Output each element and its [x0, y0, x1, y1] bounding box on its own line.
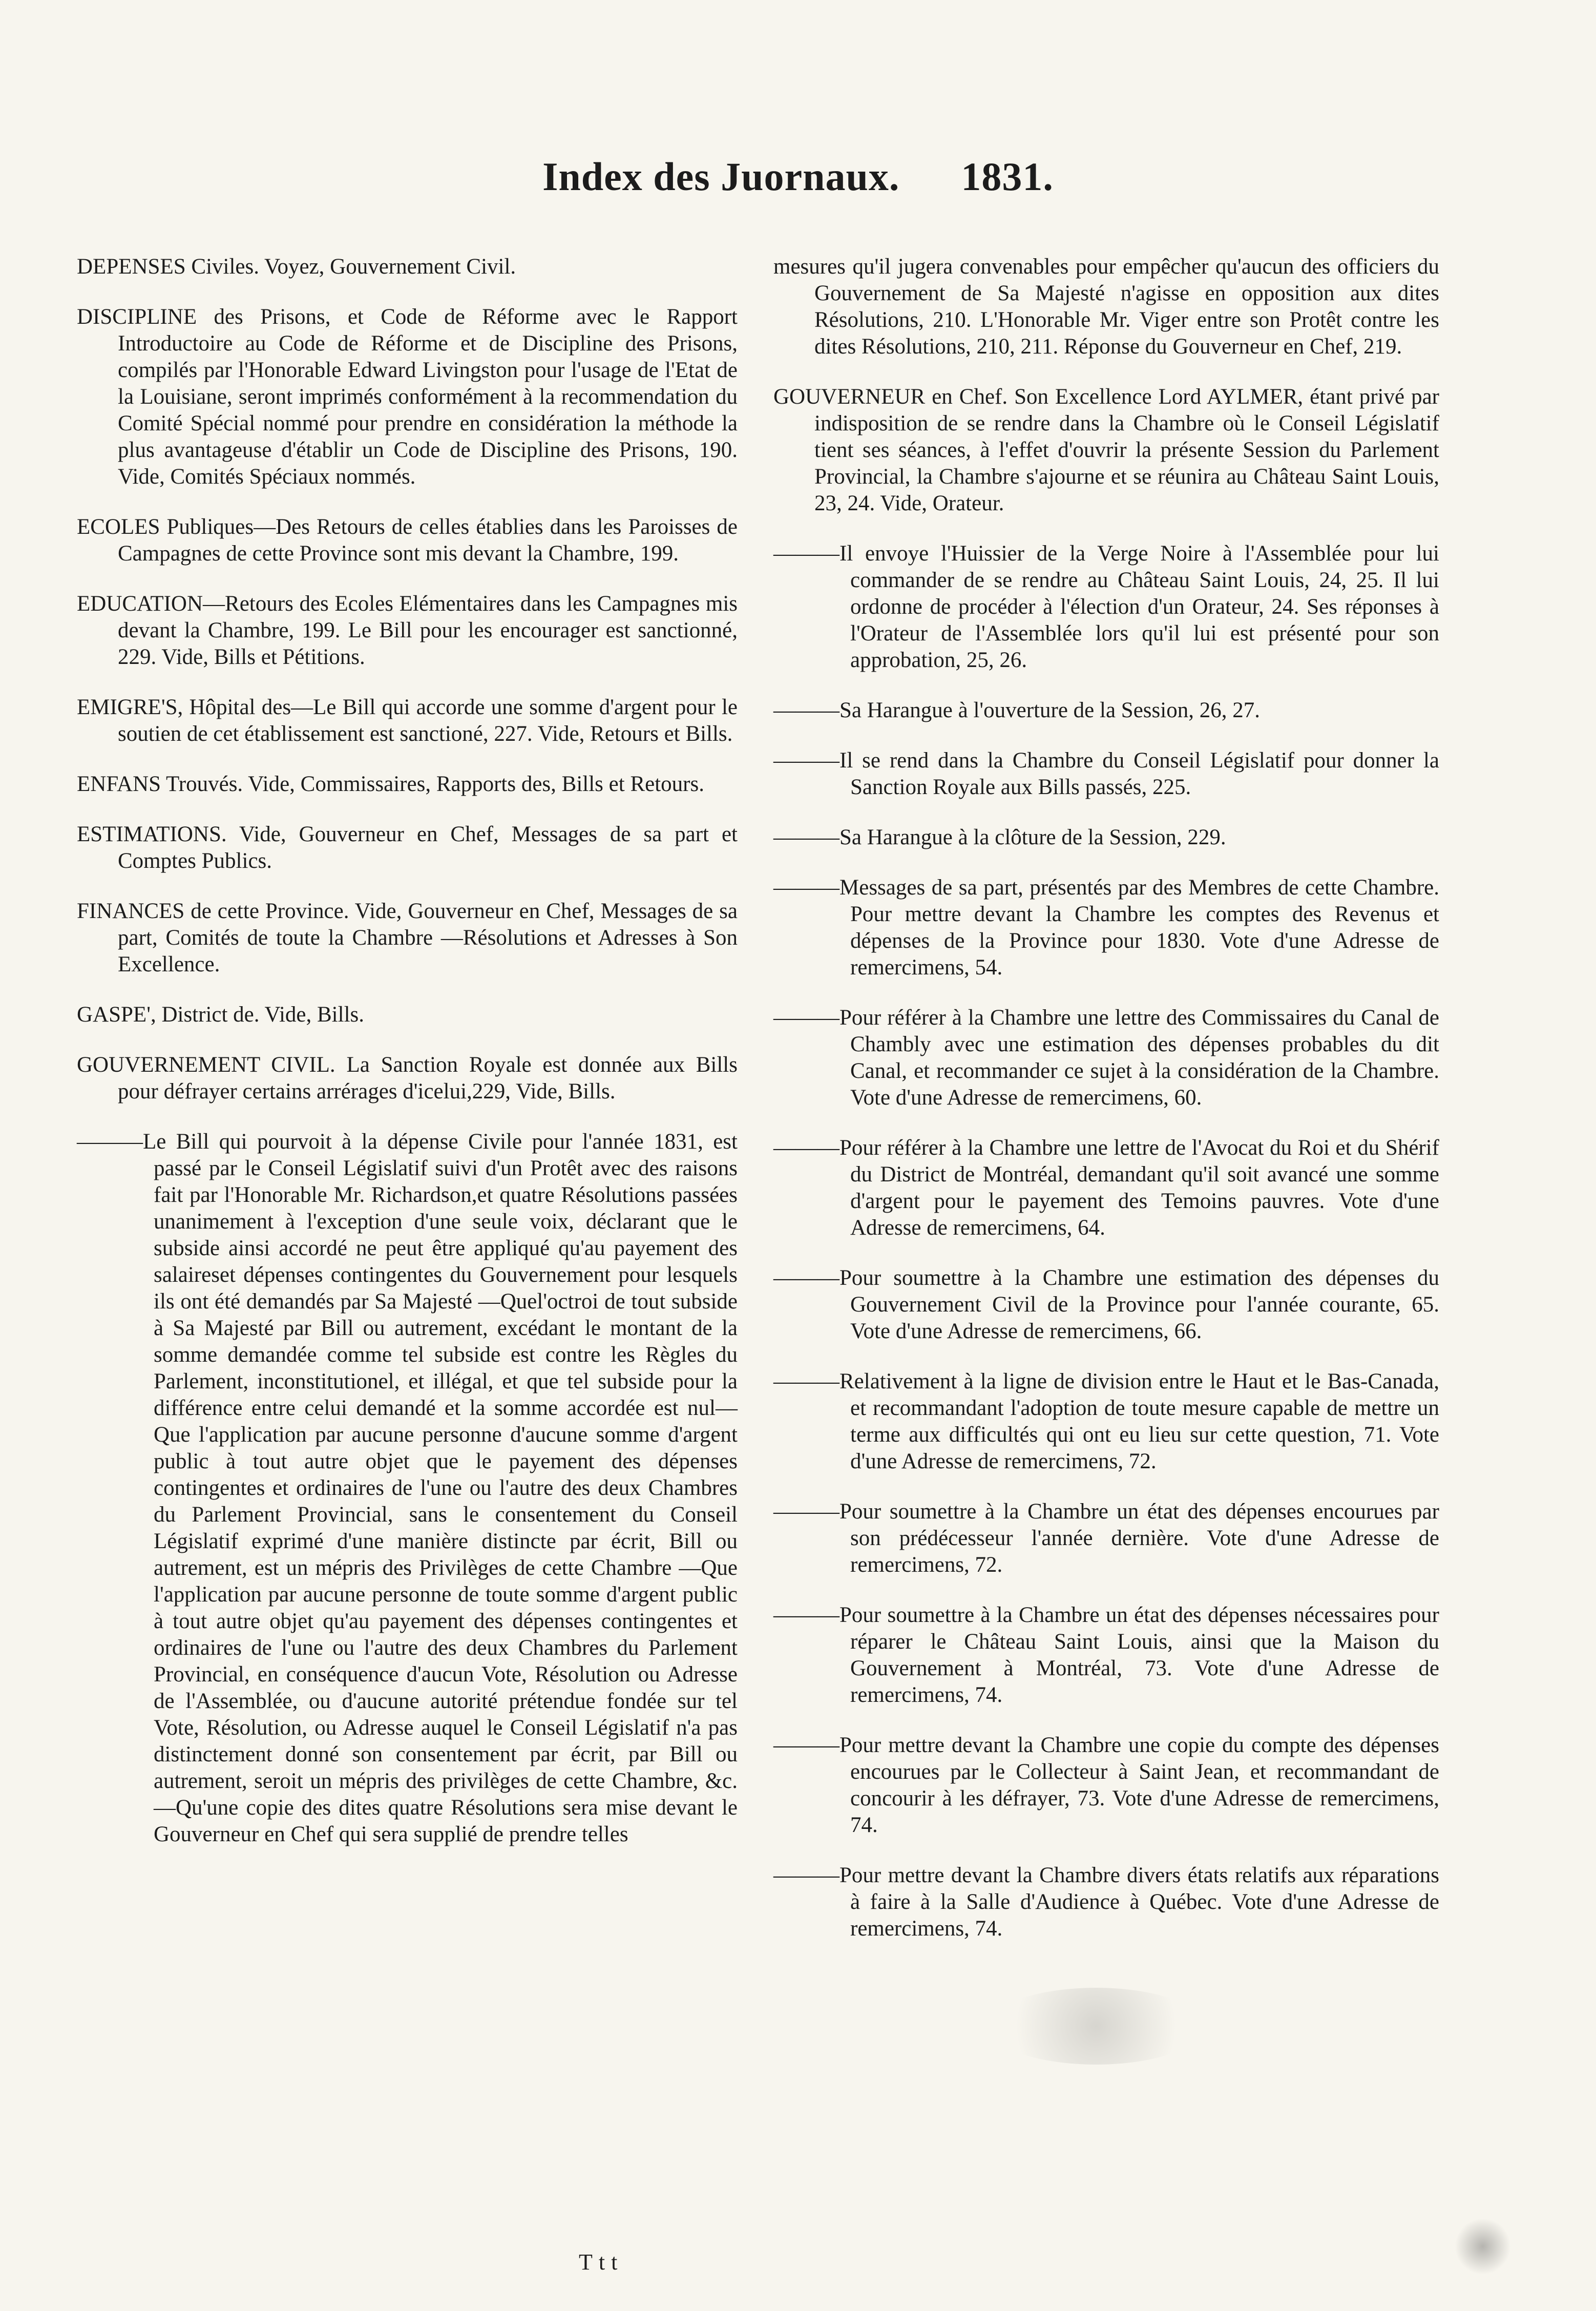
index-entry: GOUVERNEUR en Chef. Son Excellence Lord AYLMER, étant privé par indisposition de se rendre dans la Chambre où le Conseil Législatif tient ses séances, à l'effet d'ouvrir la présente Session du Parlement Provincial, la Chambre s'ajourne et se réunira au Château Saint Louis, 23, 24. Vide, Orateur. [773, 385, 1439, 515]
index-subentry: ———Messages de sa part, présentés par des Membres de cette Chambre. Pour mettre devant la Chambre les comptes des Revenus et dépenses de la Province pour 1830. Vote d'une Adresse de remercimens, 54. [773, 876, 1439, 980]
index-subentry: ———Sa Harangue à l'ouverture de la Session, 26, 27. [773, 698, 1260, 722]
index-entry: EMIGRE'S, Hôpital des—Le Bill qui accorde une somme d'argent pour le soutien de cet établissement est sanctioné, 227. Vide, Retours et Bills. [77, 695, 738, 746]
index-subentry: ———Il envoye l'Huissier de la Verge Noire à l'Assemblée pour lui commander de se rendre au Château Saint Louis, 24, 25. Il lui ordonne de procéder à l'élection d'un Orateur, 24. Ses réponses à l'Orateur de l'Assemblée lors qu'il lui est présenté pour son approbation, 25, 26. [773, 542, 1439, 672]
index-entry: GOUVERNEMENT CIVIL. La Sanction Royale est donnée aux Bills pour défrayer certains arrérages d'icelui,229, Vide, Bills. [77, 1053, 738, 1104]
print-smudge [989, 1988, 1204, 2065]
index-subentry: ———Pour référer à la Chambre une lettre des Commissaires du Canal de Chambly avec une estimation des dépenses probables du dit Canal, et recommander ce sujet à la considération de la Chambre. Vote d'une Adresse de remercimens, 60. [773, 1006, 1439, 1110]
index-entry: GASPE', District de. Vide, Bills. [77, 1003, 364, 1027]
left-column [77, 254, 738, 1871]
title-year: 1831. [961, 154, 1054, 199]
index-subentry: ———Il se rend dans la Chambre du Conseil Législatif pour donner la Sanction Royale aux Bills passés, 225. [773, 748, 1439, 799]
index-subentry: ———Sa Harangue à la clôture de la Session, 229. [773, 825, 1226, 849]
index-entry: EDUCATION—Retours des Ecoles Elémentaires dans les Campagnes mis devant la Chambre, 199. Le Bill pour les encourager est sanctionné, 229. Vide, Bills et Pétitions. [77, 592, 738, 669]
page-title [0, 154, 1596, 200]
index-subentry: ———Pour soumettre à la Chambre un état des dépenses nécessaires pour réparer le Château Saint Louis, ainsi que la Maison du Gouvernement à Montréal, 73. Vote d'une Adresse de remercimens, 74. [773, 1603, 1439, 1707]
index-entry: DISCIPLINE des Prisons, et Code de Réforme avec le Rapport Introductoire au Code de Réforme et de Discipline des Prisons, compilés par l'Honorable Edward Livingston pour l'usage de l'Etat de la Louisiane, seront imprimés conformément à la recommendation du Comité Spécial nommé pour prendre en considération la méthode la plus avantageuse d'établir un Code de Discipline des Prisons, 190. Vide, Comités Spéciaux nommés. [77, 305, 738, 489]
index-entry: DEPENSES Civiles. Voyez, Gouvernement Civil. [77, 255, 516, 279]
index-subentry: ———Pour référer à la Chambre une lettre de l'Avocat du Roi et du Shérif du District de Montréal, demandant qu'il soit avancé une somme d'argent pour le payement des Temoins pauvres. Vote d'une Adresse de remercimens, 64. [773, 1136, 1439, 1240]
index-entry-continued: mesures qu'il jugera convenables pour empêcher qu'aucun des officiers du Gouvernement de Sa Majesté n'agisse en opposition aux dites Résolutions, 210. L'Honorable Mr. Viger entre son Protêt contre les dites Résolutions, 210, 211. Réponse du Gouverneur en Chef, 219. [773, 255, 1439, 359]
index-subentry: ———Pour mettre devant la Chambre une copie du compte des dépenses encourues par le Collecteur à Saint Jean, et recommandant de concourir à les défrayer, 73. Vote d'une Adresse de remercimens, 74. [773, 1733, 1439, 1837]
index-subentry: ———Relativement à la ligne de division entre le Haut et le Bas-Canada, et recommandant l'adoption de toute mesure capable de mettre un terme aux difficultés qui ont eu lieu sur cette question, 71. Vote d'une Adresse de remercimens, 72. [773, 1369, 1439, 1473]
print-smudge [1455, 2218, 1511, 2275]
index-entry: FINANCES de cette Province. Vide, Gouverneur en Chef, Messages de sa part, Comités de toute la Chambre —Résolutions et Adresses à Son Excellence. [77, 899, 738, 976]
signature-mark: Ttt [579, 2250, 624, 2275]
index-subentry: ———Pour soumettre à la Chambre une estimation des dépenses du Gouvernement Civil de la Province pour l'année courante, 65. Vote d'une Adresse de remercimens, 66. [773, 1266, 1439, 1343]
index-entry: ENFANS Trouvés. Vide, Commissaires, Rapports des, Bills et Retours. [77, 772, 704, 796]
index-subentry: ———Le Bill qui pourvoit à la dépense Civile pour l'année 1831, est passé par le Conseil Législatif suivi d'un Protêt avec des raisons fait par l'Honorable Mr. Richardson,et quatre Résolutions passées unanimement à l'exception d'une seule voix, déclarant que le subside ainsi accordé ne peut être appliqué qu'au payement des salaireset dépenses contingentes du Gouvernement pour lesquels ils ont été demandés par Sa Majesté —Quel'octroi de tout subside à Sa Majesté par Bill ou autrement, excédant le montant de la somme demandée comme tel subside est contre les Règles du Parlement, inconstitutionel, et illégal, et que tel subside pour la différence entre celui demandé et la somme accordée est nul—Que l'application par aucune personne d'aucune somme d'argent public à tout autre objet que le payement des dépenses contingentes et ordinaires de l'une ou l'autre des deux Chambres du Parlement Provincial, sans le consentement du Conseil Législatif exprimé d'une manière distincte par écrit, Bill ou autrement, est un mépris des Privilèges de cette Chambre —Que l'application par aucune personne de toute somme d'argent public à tout autre objet qu'au payement des dépenses contingentes et ordinaires de l'une ou l'autre des deux Chambres du Parlement Provincial, en conséquence d'aucun Vote, Résolution ou Adresse de l'Assemblée, ou d'aucune autorité prétendue fondée sur tel Vote, Résolution, ou Adresse auquel le Conseil Législatif n'a pas distinctement donné son consentement par écrit, par Bill ou autrement, seroit un mépris des privilèges de cette Chambre, &c.—Qu'une copie des dites quatre Résolutions sera mise devant le Gouverneur en Chef qui sera supplié de prendre telles [77, 1130, 738, 1846]
right-column [773, 254, 1439, 1966]
index-entry: ECOLES Publiques—Des Retours de celles établies dans les Paroisses de Campagnes de cette Province sont mis devant la Chambre, 199. [77, 515, 738, 566]
index-entry: ESTIMATIONS. Vide, Gouverneur en Chef, Messages de sa part et Comptes Publics. [77, 822, 738, 873]
title-text: Index des Juornaux. [542, 154, 900, 199]
index-subentry: ———Pour mettre devant la Chambre divers états relatifs aux réparations à faire à la Salle d'Audience à Québec. Vote d'une Adresse de remercimens, 74. [773, 1863, 1439, 1941]
index-subentry: ———Pour soumettre à la Chambre un état des dépenses encourues par son prédécesseur l'année dernière. Vote d'une Adresse de remercimens, 72. [773, 1500, 1439, 1577]
